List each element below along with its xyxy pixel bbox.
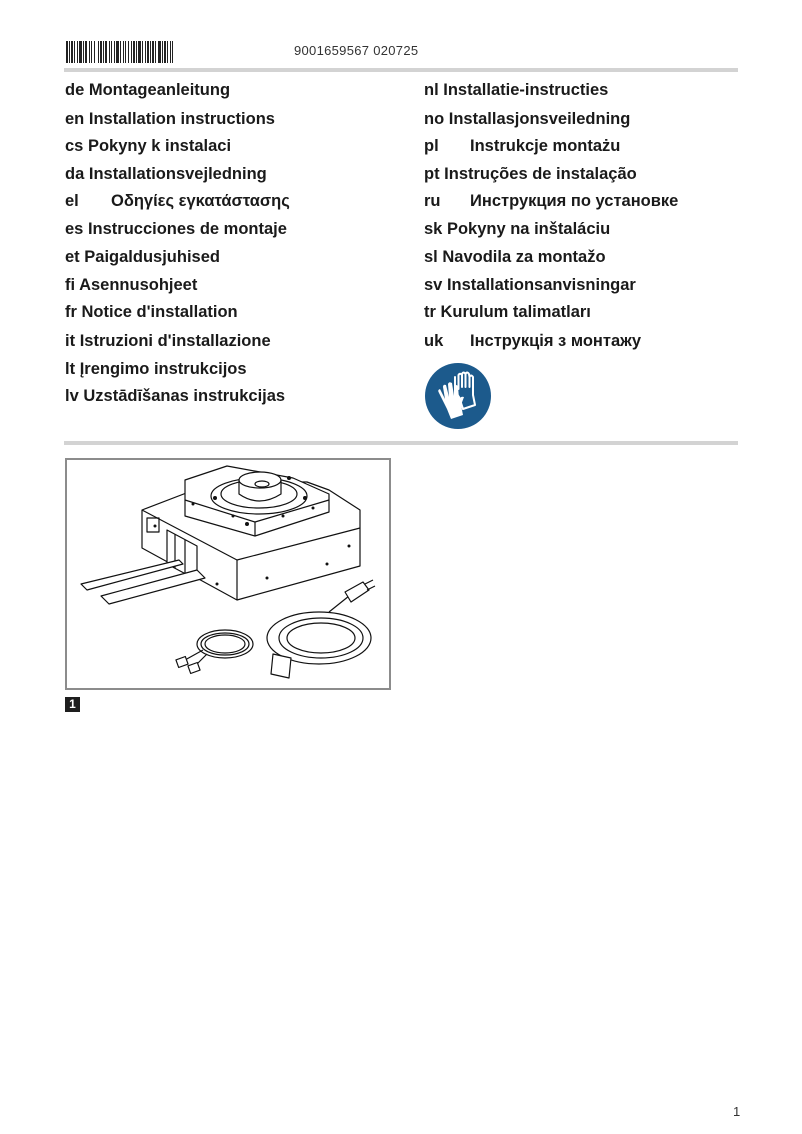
language-title: Asennusohjeet xyxy=(79,276,198,294)
language-title: Pokyny k instalaci xyxy=(87,137,232,155)
language-code: fr xyxy=(65,303,77,321)
language-entry-uk xyxy=(424,331,641,351)
section-divider xyxy=(64,441,738,445)
top-divider xyxy=(64,68,738,72)
language-code: fi xyxy=(65,276,76,294)
language-title: Installationsvejledning xyxy=(88,165,267,183)
language-entry-sv xyxy=(424,275,636,295)
language-title: Navodila za montažo xyxy=(442,248,606,266)
language-title: Installation instructions xyxy=(88,110,275,128)
barcode xyxy=(66,41,241,63)
language-title: Installasjonsveiledning xyxy=(448,110,631,128)
language-title: Instrukcje montażu xyxy=(470,137,621,155)
language-title: Інструкція з монтажу xyxy=(470,332,641,350)
language-entry-el xyxy=(65,191,290,211)
language-code: sv xyxy=(424,276,443,294)
language-title: Montageanleitung xyxy=(88,81,231,99)
language-entry-pt xyxy=(424,164,637,184)
language-entry-sk xyxy=(424,219,610,239)
language-code: lv xyxy=(65,387,79,405)
language-code: it xyxy=(65,332,76,350)
language-title: Οδηγίες εγκατάστασης xyxy=(111,192,290,210)
language-entry-et xyxy=(65,247,220,267)
language-code: el xyxy=(65,192,79,210)
language-title: Istruzioni d'installazione xyxy=(79,332,271,350)
language-code: nl xyxy=(424,81,439,99)
language-entry-cs xyxy=(65,136,231,156)
language-title: Pokyny na inštaláciu xyxy=(446,220,611,238)
language-code: uk xyxy=(424,332,444,350)
page-number: 1 xyxy=(733,1104,741,1119)
language-entry-nl xyxy=(424,80,608,100)
language-code: no xyxy=(424,110,445,128)
protective-gloves-icon xyxy=(425,363,491,429)
language-code: da xyxy=(65,165,85,183)
language-title: Įrengimo instrukcijos xyxy=(79,360,247,378)
language-title: Uzstādīšanas instrukcijas xyxy=(83,387,286,405)
language-code: de xyxy=(65,81,85,99)
figure-1-frame xyxy=(65,458,391,690)
language-code: ru xyxy=(424,192,441,210)
language-code: et xyxy=(65,248,80,266)
language-title: Instrucciones de montaje xyxy=(87,220,287,238)
language-entry-en xyxy=(65,109,275,129)
language-code: pt xyxy=(424,165,440,183)
language-entry-da xyxy=(65,164,267,184)
language-entry-no xyxy=(424,109,630,129)
language-title: Installatie-instructies xyxy=(443,81,609,99)
appliance-parts-illustration xyxy=(67,460,389,688)
language-entry-fi xyxy=(65,275,197,295)
language-entry-tr xyxy=(424,302,591,322)
language-entry-ru xyxy=(424,191,678,211)
figure-number-badge: 1 xyxy=(65,697,80,712)
language-entry-sl xyxy=(424,247,606,267)
language-entry-es xyxy=(65,219,287,239)
language-entry-lt xyxy=(65,359,247,379)
document-number: 9001659567 020725 xyxy=(294,43,419,58)
language-title: Instruções de instalação xyxy=(444,165,637,183)
language-code: cs xyxy=(65,137,84,155)
language-title: Инструкция по установке xyxy=(470,192,679,210)
language-title: Notice d'installation xyxy=(81,303,238,321)
language-title: Installationsanvisningar xyxy=(446,276,636,294)
language-code: sk xyxy=(424,220,443,238)
language-entry-lv xyxy=(65,386,285,406)
language-code: en xyxy=(65,110,85,128)
language-entry-pl xyxy=(424,136,620,156)
language-title: Kurulum talimatları xyxy=(440,303,591,321)
language-code: pl xyxy=(424,137,439,155)
language-code: lt xyxy=(65,360,76,378)
language-title: Paigaldusjuhised xyxy=(84,248,220,266)
language-code: sl xyxy=(424,248,438,266)
language-entry-de xyxy=(65,80,230,100)
language-code: es xyxy=(65,220,84,238)
language-entry-fr xyxy=(65,302,238,322)
language-code: tr xyxy=(424,303,436,321)
language-entry-it xyxy=(65,331,271,351)
